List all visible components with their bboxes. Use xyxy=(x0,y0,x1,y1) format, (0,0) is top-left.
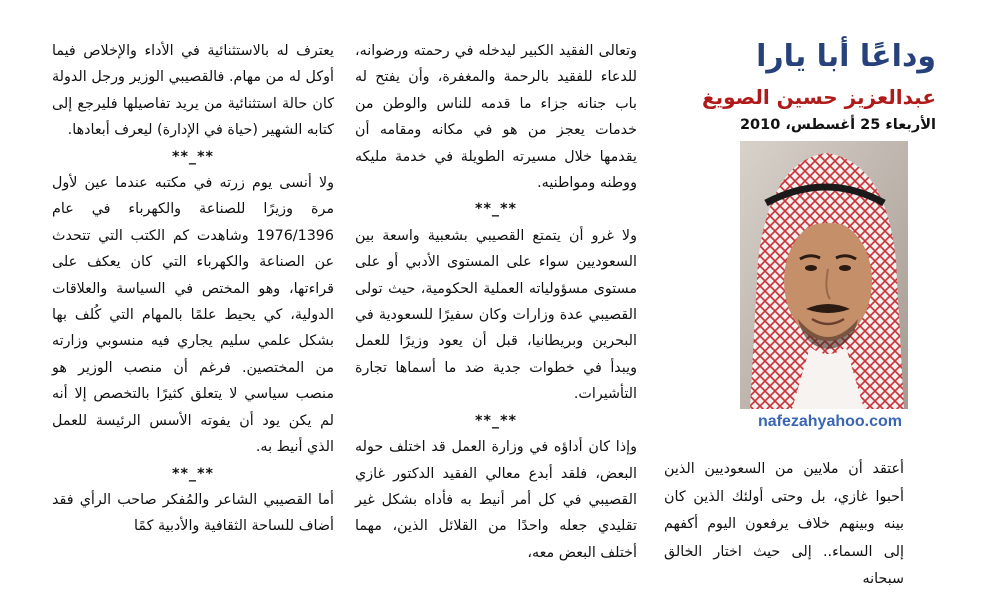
publish-date: الأربعاء 25 أغسطس، 2010 xyxy=(739,117,936,133)
column-right xyxy=(664,456,904,594)
paragraph: أعتقد أن ملايين من السعوديين الذين أحبوا غازي، بل وحتى أولئك الذين كان بينه وبينهم خلاف يرفعون اليوم أكفهم إلى السماء.. إلى حيث اختار الخالق سبحانه xyxy=(664,461,904,587)
author-name: عبدالعزيز حسين الصويغ xyxy=(701,85,936,109)
article-title: وداعًا أبا يارا xyxy=(756,39,936,74)
paragraph: ولا غرو أن يتمتع القصيبي بشعبية واسعة بين السعوديين سواء على المستوى الأدبي أو على مستوى مسؤولياته العملية الحكومية، حيث تولى القصيبي عدة وزارات وكان سفيرًا للسعودية في البحرين وبريطانيا، قبل أن يعود وزيرًا للعمل ويبدأ في خطوات جدية ضد ما أسماها تجارة التأشيرات. xyxy=(355,227,637,403)
section-separator: **_** xyxy=(171,148,215,165)
section-separator: **_** xyxy=(474,201,518,218)
portrait-illustration xyxy=(740,141,908,409)
paragraph: ولا أنسى يوم زرته في مكتبه عندما عين لأول مرة وزيرًا للصناعة والكهرباء في عام 1976/1396 وشاهدت كم الكتب التي تتحدث عن الصناعة والكهرباء التي كان يعكف على قراءتها، وهو المختص في السياسة والعلاقات الدولية، كي يحيط علمًا بالمهام التي كُلف بها بشكل علمي سليم يجاري فيه منسوبي وزارته من المختصين. فرغم أن منصب الوزير هو منصب سياسي لا يتعلق كثيرًا بالتخصص إلا أنه لم يكن يود أن يفوته الأسس الرئيسة للعمل الذي أنيط به. xyxy=(52,175,334,456)
column-left xyxy=(52,38,334,540)
paragraph: أما القصيبي الشاعر والمُفكر صاحب الرأي فقد أضاف للساحة الثقافية والأدبية كمًا xyxy=(52,491,334,535)
paragraph: وتعالى الفقيد الكبير ليدخله في رحمته ورضوانه، للدعاء للفقيد بالرحمة والمغفرة، وأن يفتح له باب جنانه جزاء ما قدمه للناس والوطن من خدمات يعجز من هو في مكانه ومقامه أن يقدمها خلال مسيرته الطويلة في خدمة مليكه ووطنه ومواطنيه. xyxy=(355,43,637,192)
paragraph: يعترف له بالاستثنائية في الأداء والإخلاص فيما أوكل له من مهام. فالقصيبي الوزير ورجل الدولة كان حالة استثنائية من يريد تفاصيلها فليرجع إلى كتابه الشهير (حياة في الإدارة) ليعرف أبعادها. xyxy=(52,43,334,139)
contact-email[interactable]: nafezahyahoo.com xyxy=(757,413,903,430)
column-middle xyxy=(355,38,637,566)
paragraph: وإذا كان أداؤه في وزارة العمل قد اختلف حوله البعض، فلقد أبدع معالي الفقيد الدكتور غازي القصيبي في كل أمر أنيط به فأداه بشكل غير تقليدي جعله واحدًا من القلائل الذين، مهما أختلف البعض معه، xyxy=(355,439,637,561)
section-separator: **_** xyxy=(171,465,215,482)
section-separator: **_** xyxy=(474,412,518,429)
author-photo xyxy=(740,141,908,409)
